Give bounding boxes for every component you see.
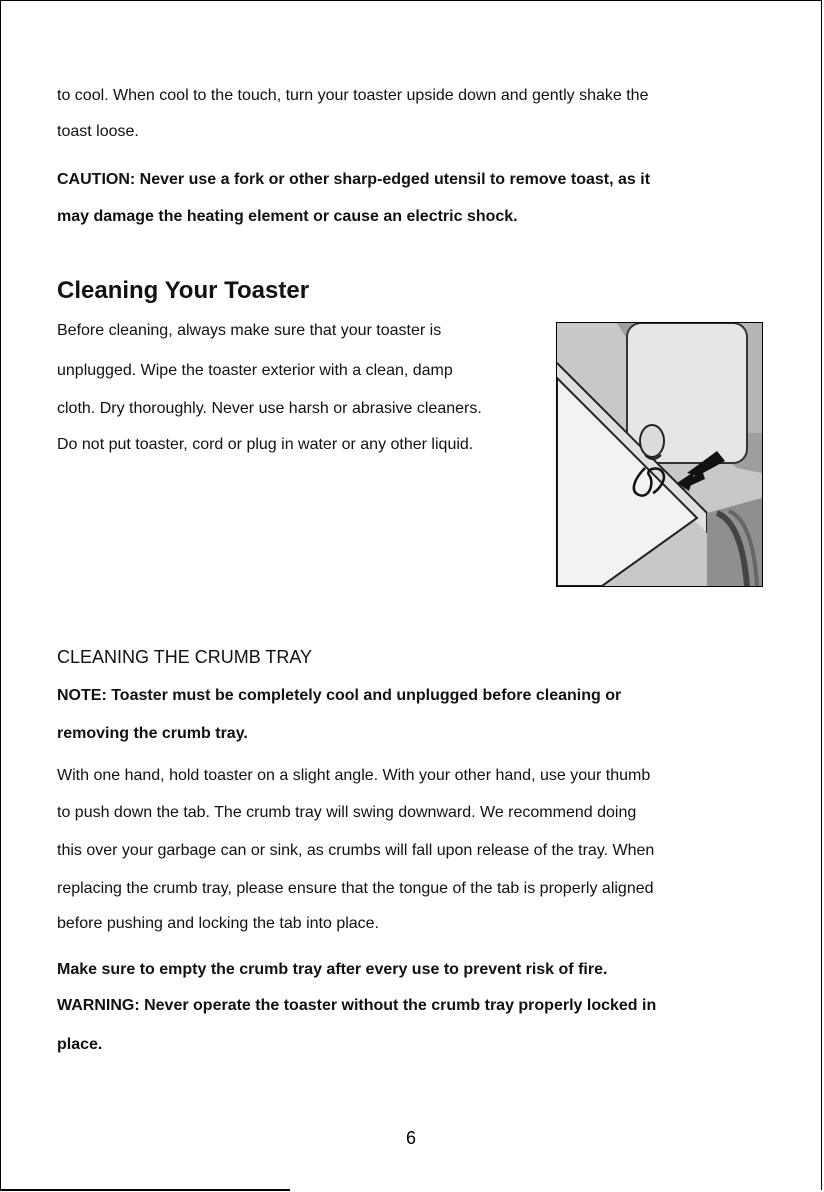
- caution-line-2: may damage the heating element or cause an electric shock.: [57, 208, 518, 225]
- note-line-2: removing the crumb tray.: [57, 725, 248, 742]
- empty-tray-note: Make sure to empty the crumb tray after every use to prevent risk of fire.: [57, 961, 608, 978]
- cleaning-line-3: cloth. Dry thoroughly. Never use harsh or abrasive cleaners.: [57, 400, 482, 417]
- crumb-body-line-5: before pushing and locking the tab into place.: [57, 915, 380, 932]
- toaster-underside-drawing: [557, 323, 762, 586]
- caution-line-1: CAUTION: Never use a fork or other sharp-edged utensil to remove toast, as it: [57, 171, 651, 188]
- note-line-1: NOTE: Toaster must be completely cool and unplugged before cleaning or: [57, 687, 622, 704]
- warning-line-1: WARNING: Never operate the toaster without the crumb tray properly locked in: [57, 997, 657, 1014]
- footer-rule: [0, 1189, 290, 1191]
- crumb-body-line-2: to push down the tab. The crumb tray will swing downward. We recommend doing: [57, 804, 637, 821]
- cleaning-line-4: Do not put toaster, cord or plug in water or any other liquid.: [57, 436, 474, 453]
- crumb-tray-heading: CLEANING THE CRUMB TRAY: [57, 647, 313, 667]
- crumb-tray-tab-illustration: [556, 322, 763, 587]
- crumb-body-line-3: this over your garbage can or sink, as crumbs will fall upon release of the tray. When: [57, 842, 655, 859]
- cleaning-line-2: unplugged. Wipe the toaster exterior with a clean, damp: [57, 362, 453, 379]
- page-number: 6: [405, 1128, 416, 1148]
- warning-line-2: place.: [57, 1036, 103, 1053]
- crumb-body-line-4: replacing the crumb tray, please ensure that the tongue of the tab is properly aligned: [57, 880, 654, 897]
- intro-line-2: toast loose.: [57, 123, 139, 140]
- cleaning-line-1: Before cleaning, always make sure that your toaster is: [57, 322, 442, 339]
- intro-line-1: to cool. When cool to the touch, turn your toaster upside down and gently shake the: [57, 87, 649, 104]
- cleaning-heading: Cleaning Your Toaster: [57, 277, 310, 304]
- crumb-body-line-1: With one hand, hold toaster on a slight angle. With your other hand, use your thumb: [57, 767, 651, 784]
